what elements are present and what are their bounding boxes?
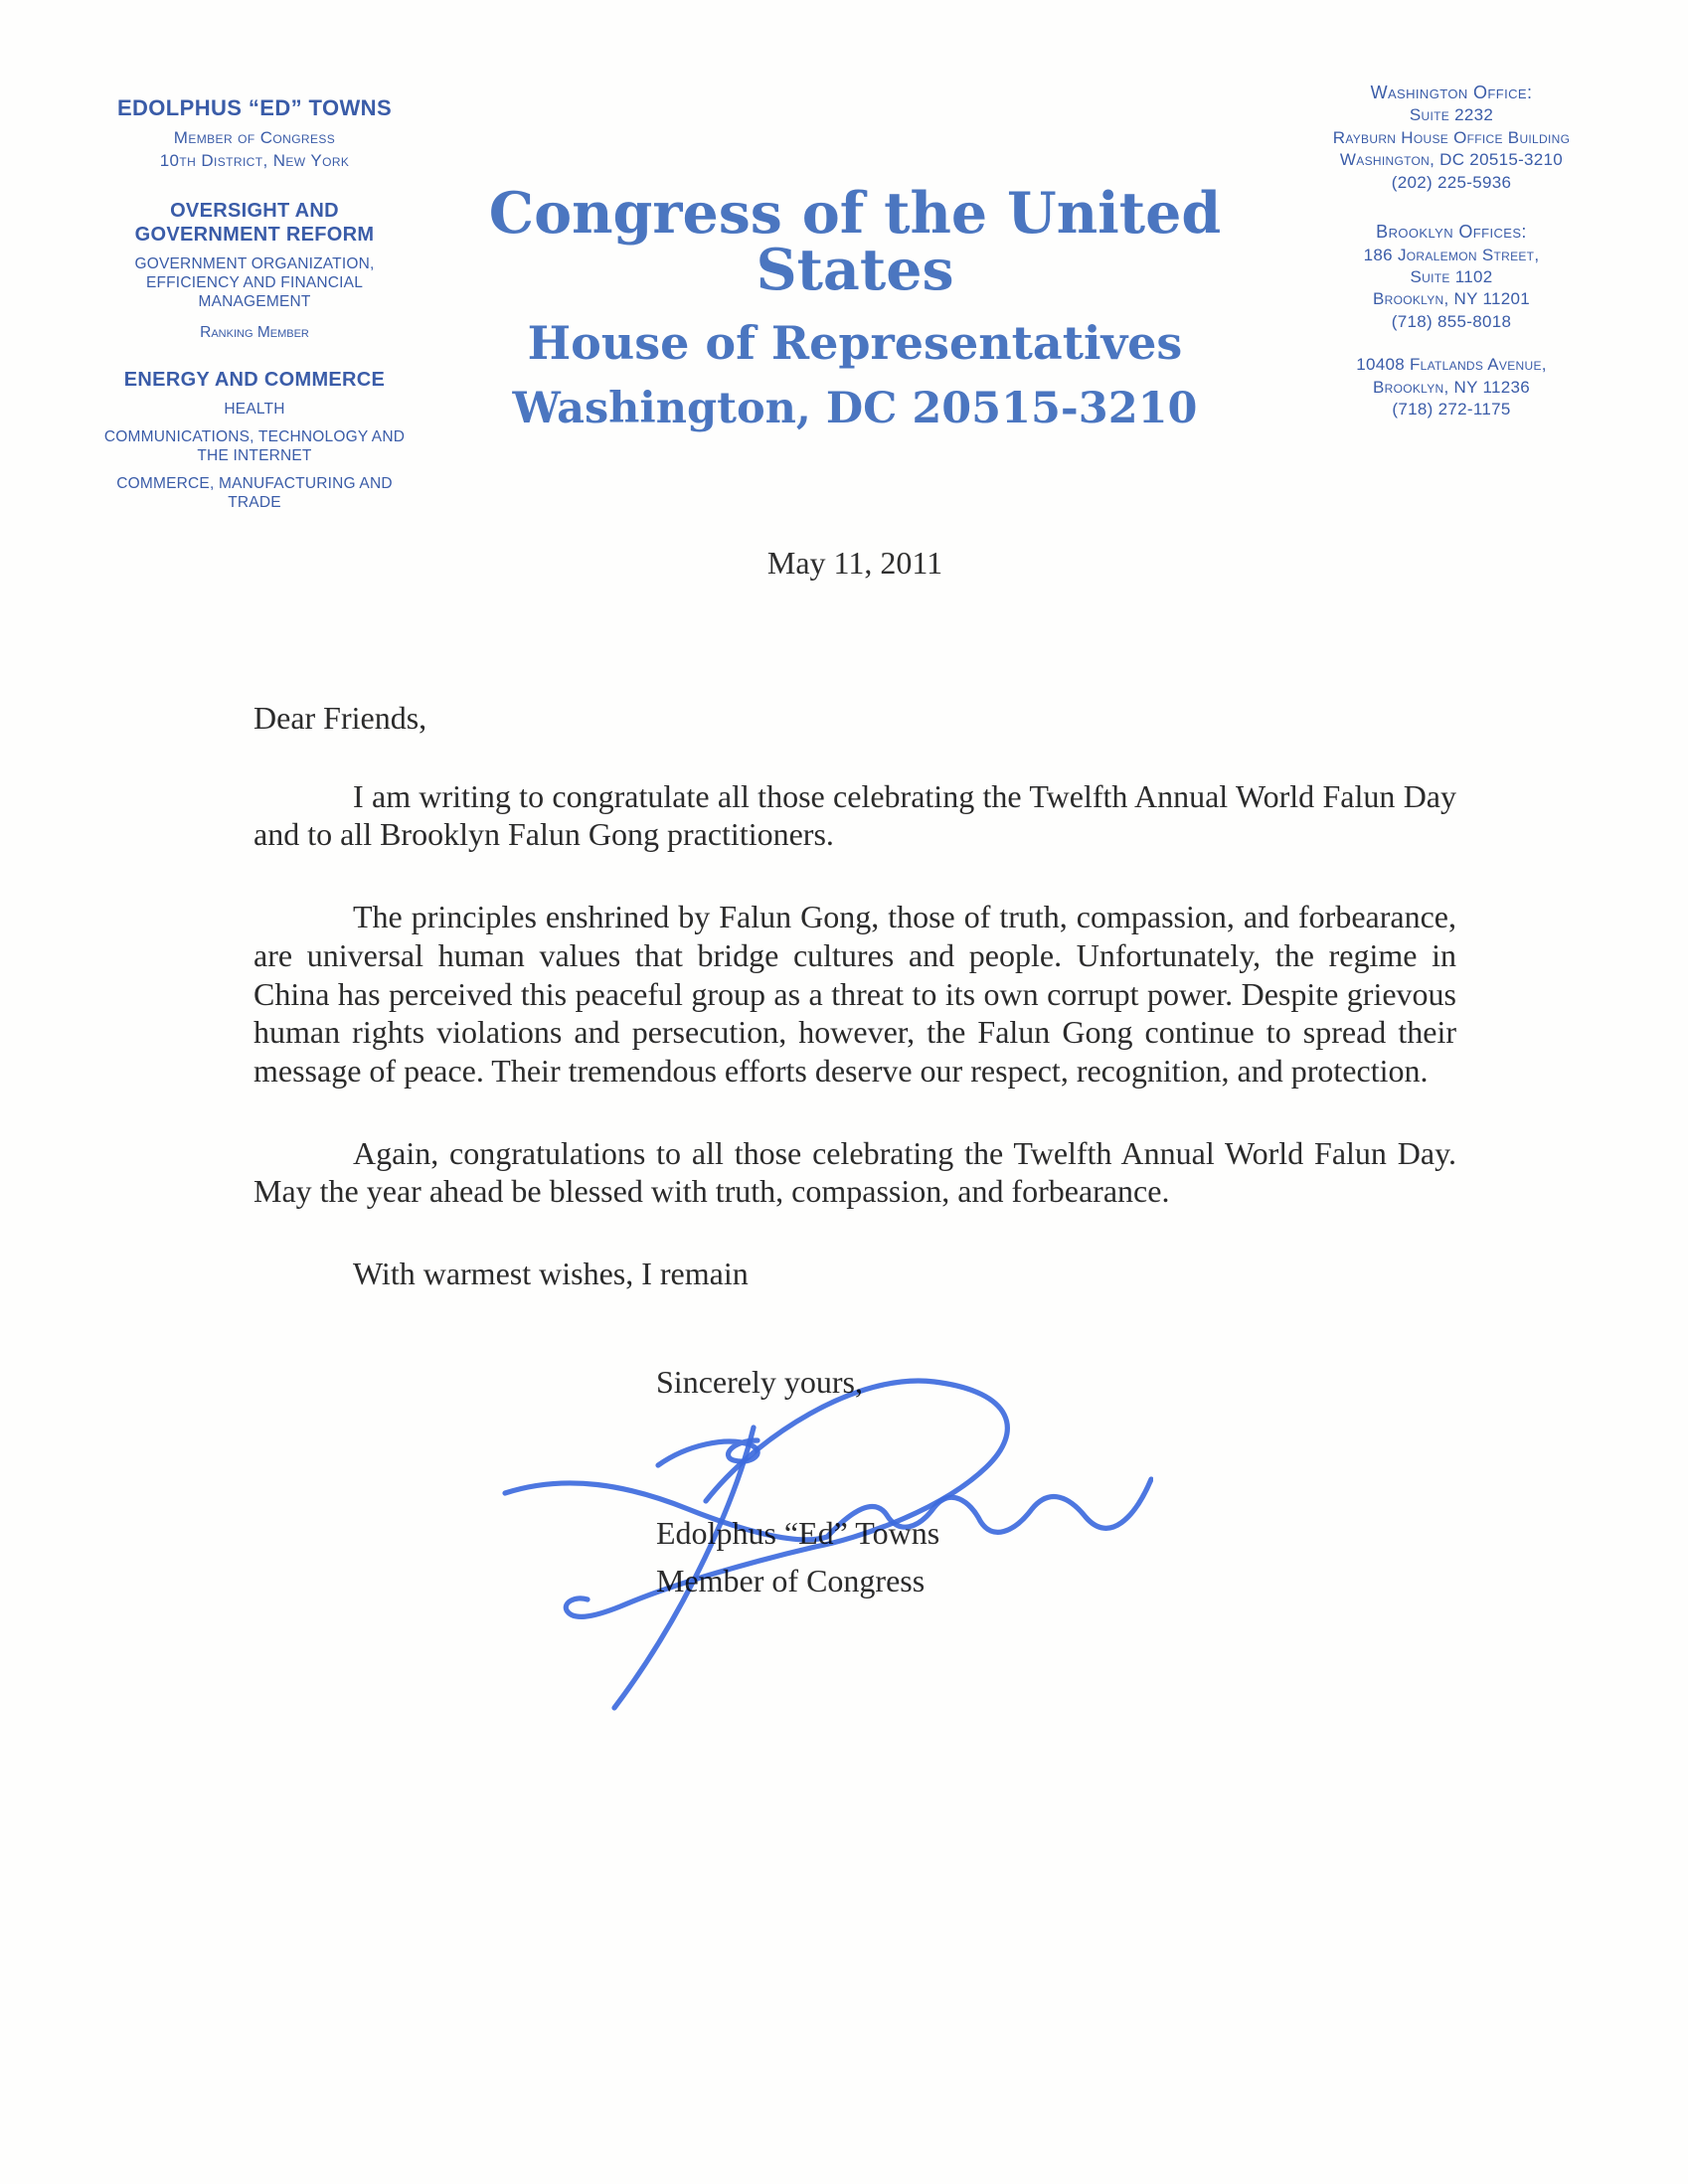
paragraph: I am writing to congratulate all those celebrating the Twelfth Annual World Falun Day and to all Brooklyn Falun Gong practitioners. [253,777,1456,853]
office-line: Brooklyn, NY 11201 [1372,289,1531,309]
office-line: (718) 272-1175 [1392,400,1511,420]
letter-date: May 11, 2011 [766,545,943,581]
member-info-block [66,95,443,513]
valediction: Sincerely yours, [656,1363,863,1400]
paragraph: The principles enshrined by Falun Gong, those of truth, compassion, and forbearance, are universal human values that bridge cultures and people. Unfortunately, the regime in China has perceived this peaceful group as a threat to its own corrupt power. Despite grievous human rights violations and persecution, however, the Falun Gong continue to spread their message of peace. Their tremendous efforts deserve our respect, recognition, and protection. [253,899,1456,1090]
office-line: 186 Joralemon Street, [1363,245,1540,264]
office-line: Brooklyn, NY 11236 [1372,377,1531,397]
brooklyn-office-2 [1255,354,1648,420]
committee-role: Ranking Member [200,323,309,341]
paragraph: Again, congratulations to all those celebrating the Twelfth Annual World Falun Day. May the year ahead be blessed with truth, compassion, and forbearance. [253,1134,1456,1210]
member-name: EDOLPHUS “ED” TOWNS [116,95,393,120]
office-line: (202) 225-5936 [1391,172,1512,192]
closing-line: With warmest wishes, I remain [353,1256,749,1292]
masthead-line1: Congress of the United States [488,180,1222,303]
washington-office [1255,82,1648,194]
committee-name: OVERSIGHT AND GOVERNMENT REFORM [134,199,375,246]
office-addresses-block [1255,82,1648,421]
office-line: Suite 2232 [1409,105,1494,125]
committee-energy-commerce [66,369,443,513]
signer-title: Member of Congress [656,1562,926,1598]
masthead-line2: House of Representatives [527,316,1183,370]
office-line: 10408 Flatlands Avenue, [1356,355,1547,375]
subcommittee: COMMERCE, MANUFACTURING AND TRADE [116,475,393,512]
subcommittee: GOVERNMENT ORGANIZATION, EFFICIENCY AND FINANCIAL MANAGEMENT [134,255,375,310]
brooklyn-office-1 [1255,221,1648,333]
office-heading: Brooklyn Offices: [1376,222,1527,243]
signature-block [656,1363,1456,1604]
office-line: Suite 1102 [1410,266,1493,286]
office-heading: Washington Office: [1370,83,1533,102]
office-line: (718) 855-8018 [1391,311,1512,331]
congress-masthead [418,180,1292,433]
office-line: Washington, DC 20515-3210 [1339,150,1564,170]
committee-oversight [66,200,443,342]
subcommittee: HEALTH [224,401,285,419]
signer-name: Edolphus “Ed” Towns [656,1514,940,1551]
salutation: Dear Friends, [253,700,427,736]
signature-space [656,1402,1456,1509]
masthead-line3: Washington, DC 20515-3210 [512,384,1198,433]
member-district: 10th District, New York [159,151,350,171]
committee-name: ENERGY AND COMMERCE [123,368,386,391]
subcommittee: COMMUNICATIONS, TECHNOLOGY AND THE INTERNET [103,428,406,465]
member-title: Member of Congress [173,128,336,147]
office-line: Rayburn House Office Building [1332,127,1571,147]
letter-body [253,699,1456,1604]
